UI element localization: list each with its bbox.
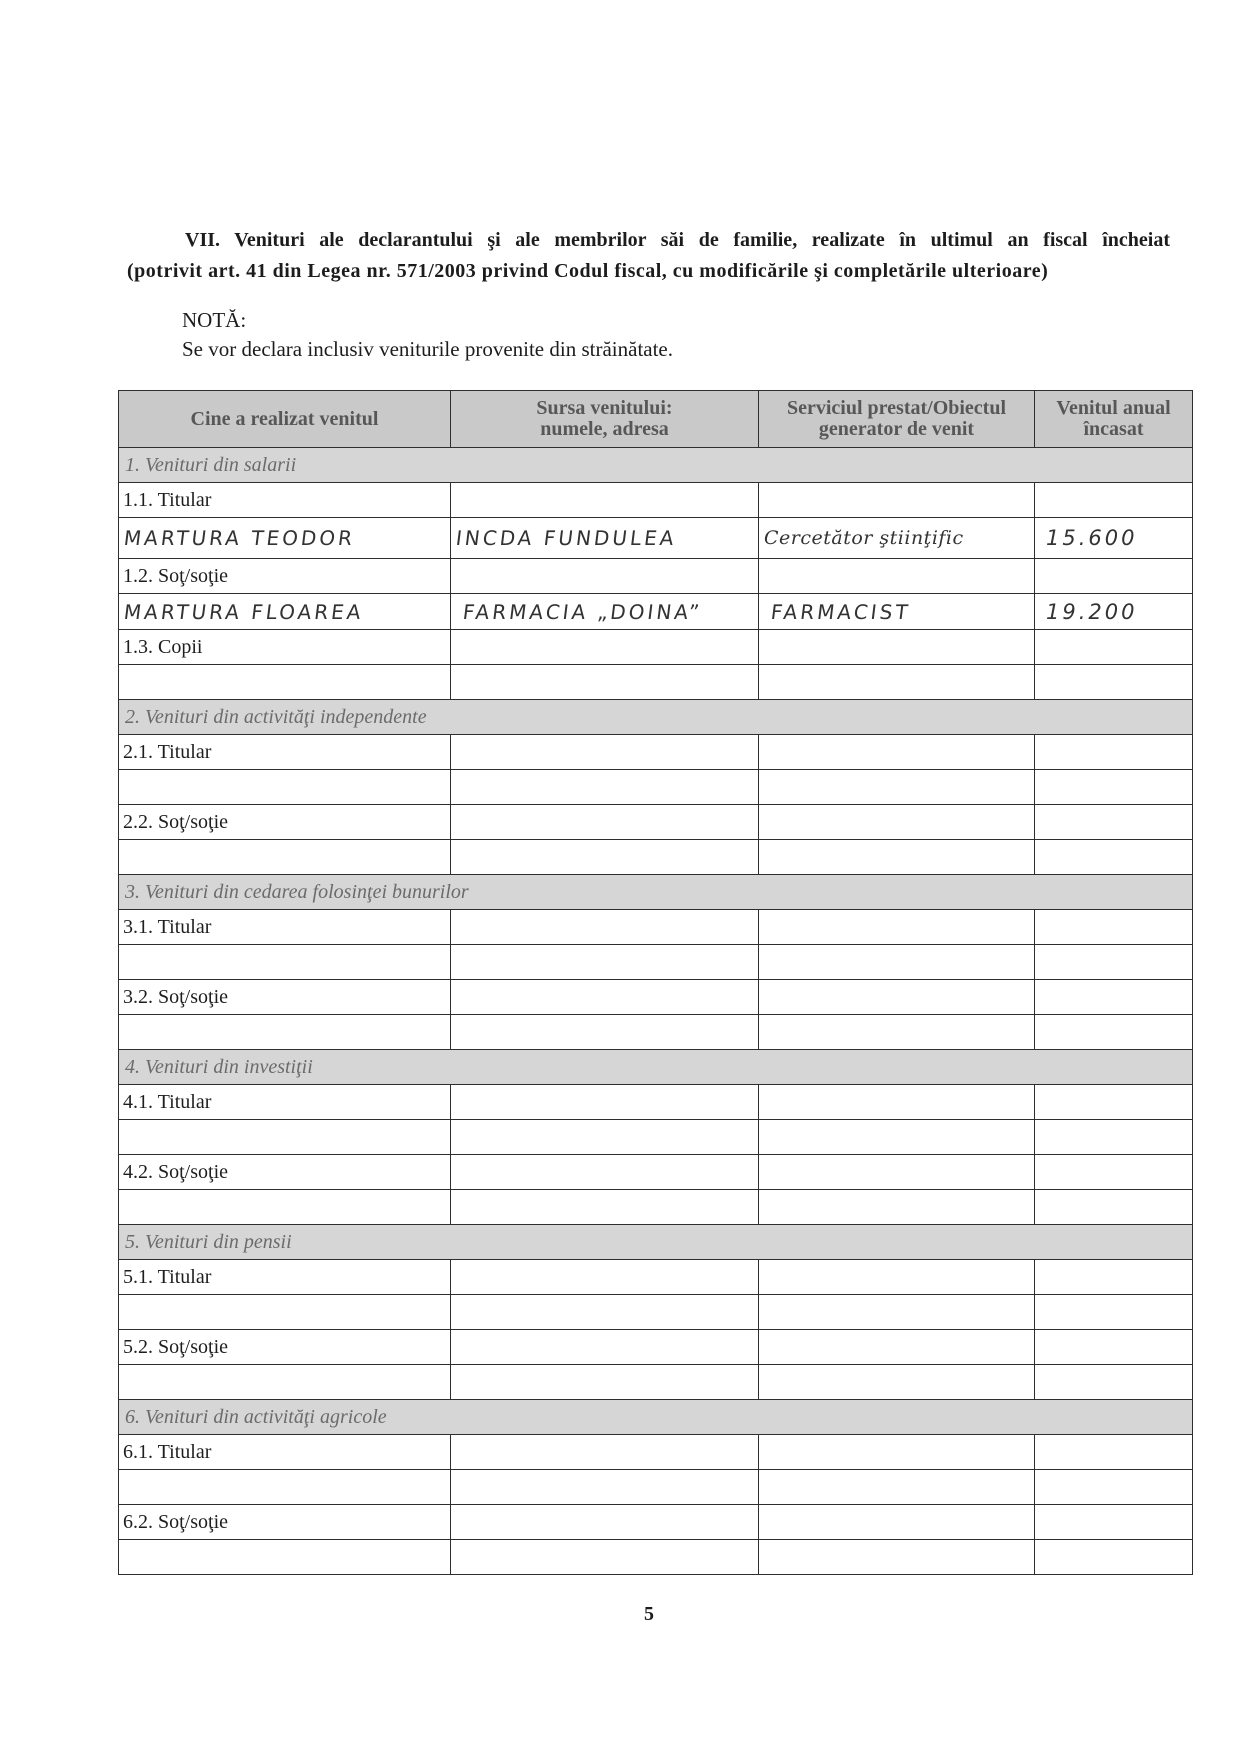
source-cell [451,665,759,700]
earner-name: MARTURA FLOAREA [122,599,366,624]
entry-row [119,1295,1193,1330]
earner-cell [119,1190,451,1225]
column-header-line: Sursa venitului: [536,397,673,419]
group-label: 1.1. Titular [119,483,451,518]
source-cell [451,910,759,945]
annual-income: 15.600 [1046,526,1138,550]
source-cell [451,805,759,840]
service-cell [759,665,1035,700]
service-cell [759,840,1035,875]
income-cell [1035,665,1193,700]
note-text: Se vor declara inclusiv veniturile provenite din străinătate. [182,337,673,361]
income-cell [1035,1155,1193,1190]
group-label: 4.1. Titular [119,1085,451,1120]
source-cell [451,1260,759,1295]
service-provided: FARMACIST [769,599,913,624]
entry-row [119,1015,1193,1050]
section-row [119,448,1193,483]
service-cell [759,559,1035,594]
earner-cell [119,594,451,630]
earner-cell [119,1120,451,1155]
service-cell [759,1540,1035,1575]
source-cell [451,1015,759,1050]
service-cell [759,1015,1035,1050]
service-cell [759,805,1035,840]
group-label: 1.3. Copii [119,630,451,665]
service-cell [759,1190,1035,1225]
group-row [119,1085,1193,1120]
source-cell [451,1085,759,1120]
income-cell [1035,910,1193,945]
entry-row [119,770,1193,805]
service-cell [759,1330,1035,1365]
earner-cell [119,1470,451,1505]
entry-row [119,518,1193,559]
section-heading-line-1: VII. Venituri ale declarantului şi ale membrilor săi de familie, realizate în ultimul an fiscal încheiat [185,229,1170,251]
service-cell [759,518,1035,559]
source-cell [451,980,759,1015]
column-header-line: încasat [1083,418,1144,440]
earner-cell [119,518,451,559]
group-row [119,1260,1193,1295]
source-cell [451,1505,759,1540]
service-cell [759,1435,1035,1470]
section-title: 5. Venituri din pensii [119,1225,1193,1260]
income-cell [1035,1470,1193,1505]
section-row [119,875,1193,910]
group-row [119,910,1193,945]
income-cell [1035,1085,1193,1120]
group-label: 3.1. Titular [119,910,451,945]
column-header-line: Cine a realizat venitul [190,407,379,430]
entry-row [119,840,1193,875]
income-cell [1035,1295,1193,1330]
column-header-line: numele, adresa [540,418,669,440]
group-row [119,559,1193,594]
column-header-earner [119,391,451,448]
entry-row [119,1120,1193,1155]
income-cell [1035,770,1193,805]
service-cell [759,594,1035,630]
source-cell [451,1470,759,1505]
source-cell [451,1120,759,1155]
income-cell [1035,1015,1193,1050]
section-title: 2. Venituri din activităţi independente [119,700,1193,735]
entry-row [119,665,1193,700]
group-row [119,1505,1193,1540]
group-row [119,630,1193,665]
section-row [119,1400,1193,1435]
income-cell [1035,594,1193,630]
service-cell [759,1365,1035,1400]
source-cell [451,1365,759,1400]
service-cell [759,1085,1035,1120]
service-cell [759,1155,1035,1190]
source-cell [451,945,759,980]
service-cell [759,945,1035,980]
income-cell [1035,945,1193,980]
page-number: 5 [644,1603,654,1625]
source-cell [451,483,759,518]
group-row [119,1330,1193,1365]
source-cell [451,1190,759,1225]
earner-cell [119,1365,451,1400]
earner-cell [119,1295,451,1330]
group-label: 3.2. Soţ/soţie [119,980,451,1015]
income-source: FARMACIA „DOINA” [461,599,704,624]
service-cell [759,1470,1035,1505]
source-cell [451,1540,759,1575]
service-provided: Cercetător ştiinţific [764,527,964,549]
entry-row [119,1365,1193,1400]
section-row [119,1225,1193,1260]
service-cell [759,910,1035,945]
source-cell [451,770,759,805]
section-title: 1. Venituri din salarii [119,448,1193,483]
group-row [119,483,1193,518]
annual-income: 19.200 [1046,599,1138,624]
section-row [119,700,1193,735]
income-cell [1035,1505,1193,1540]
income-table [118,390,1193,1575]
service-cell [759,1120,1035,1155]
service-cell [759,483,1035,518]
source-cell [451,735,759,770]
source-cell [451,630,759,665]
source-cell [451,840,759,875]
income-cell [1035,1260,1193,1295]
earner-name: MARTURA TEODOR [122,526,357,550]
earner-cell [119,770,451,805]
income-cell [1035,1435,1193,1470]
service-cell [759,1260,1035,1295]
income-cell [1035,630,1193,665]
source-cell [451,1330,759,1365]
source-cell [451,518,759,559]
group-label: 2.1. Titular [119,735,451,770]
section-heading-line-2: (potrivit art. 41 din Legea nr. 571/2003 privind Codul fiscal, cu modificările şi completările ulterioare) [127,260,1049,282]
income-cell [1035,1365,1193,1400]
service-cell [759,1295,1035,1330]
earner-cell [119,1015,451,1050]
group-label: 5.1. Titular [119,1260,451,1295]
column-header-line: generator de venit [818,418,975,440]
group-label: 1.2. Soţ/soţie [119,559,451,594]
income-source: INCDA FUNDULEA [454,526,678,550]
column-header-source [451,391,759,448]
income-cell [1035,1330,1193,1365]
income-cell [1035,518,1193,559]
group-label: 2.2. Soţ/soţie [119,805,451,840]
earner-cell [119,945,451,980]
group-row [119,1435,1193,1470]
section-title: 4. Venituri din investiţii [119,1050,1193,1085]
income-cell [1035,805,1193,840]
earner-cell [119,665,451,700]
group-row [119,980,1193,1015]
entry-row [119,945,1193,980]
source-cell [451,1155,759,1190]
column-header-line: Serviciul prestat/Obiectul [786,397,1007,419]
group-row [119,735,1193,770]
source-cell [451,594,759,630]
column-header-line: Venitul anual [1056,397,1171,419]
section-title: 3. Venituri din cedarea folosinţei bunurilor [119,875,1193,910]
source-cell [451,1435,759,1470]
table-header-row [119,391,1193,448]
service-cell [759,630,1035,665]
entry-row [119,594,1193,630]
income-cell [1035,1120,1193,1155]
service-cell [759,735,1035,770]
income-cell [1035,735,1193,770]
income-cell [1035,840,1193,875]
earner-cell [119,1540,451,1575]
service-cell [759,1505,1035,1540]
income-cell [1035,1190,1193,1225]
entry-row [119,1540,1193,1575]
group-row [119,805,1193,840]
section-row [119,1050,1193,1085]
section-title: 6. Venituri din activităţi agricole [119,1400,1193,1435]
group-label: 6.1. Titular [119,1435,451,1470]
entry-row [119,1470,1193,1505]
column-header-service [759,391,1035,448]
entry-row [119,1190,1193,1225]
column-header-income [1035,391,1193,448]
service-cell [759,980,1035,1015]
income-cell [1035,1540,1193,1575]
group-label: 4.2. Soţ/soţie [119,1155,451,1190]
service-cell [759,770,1035,805]
source-cell [451,1295,759,1330]
income-cell [1035,559,1193,594]
income-cell [1035,980,1193,1015]
source-cell [451,559,759,594]
note-label: NOTĂ: [182,308,247,332]
group-label: 5.2. Soţ/soţie [119,1330,451,1365]
group-label: 6.2. Soţ/soţie [119,1505,451,1540]
earner-cell [119,840,451,875]
group-row [119,1155,1193,1190]
income-cell [1035,483,1193,518]
